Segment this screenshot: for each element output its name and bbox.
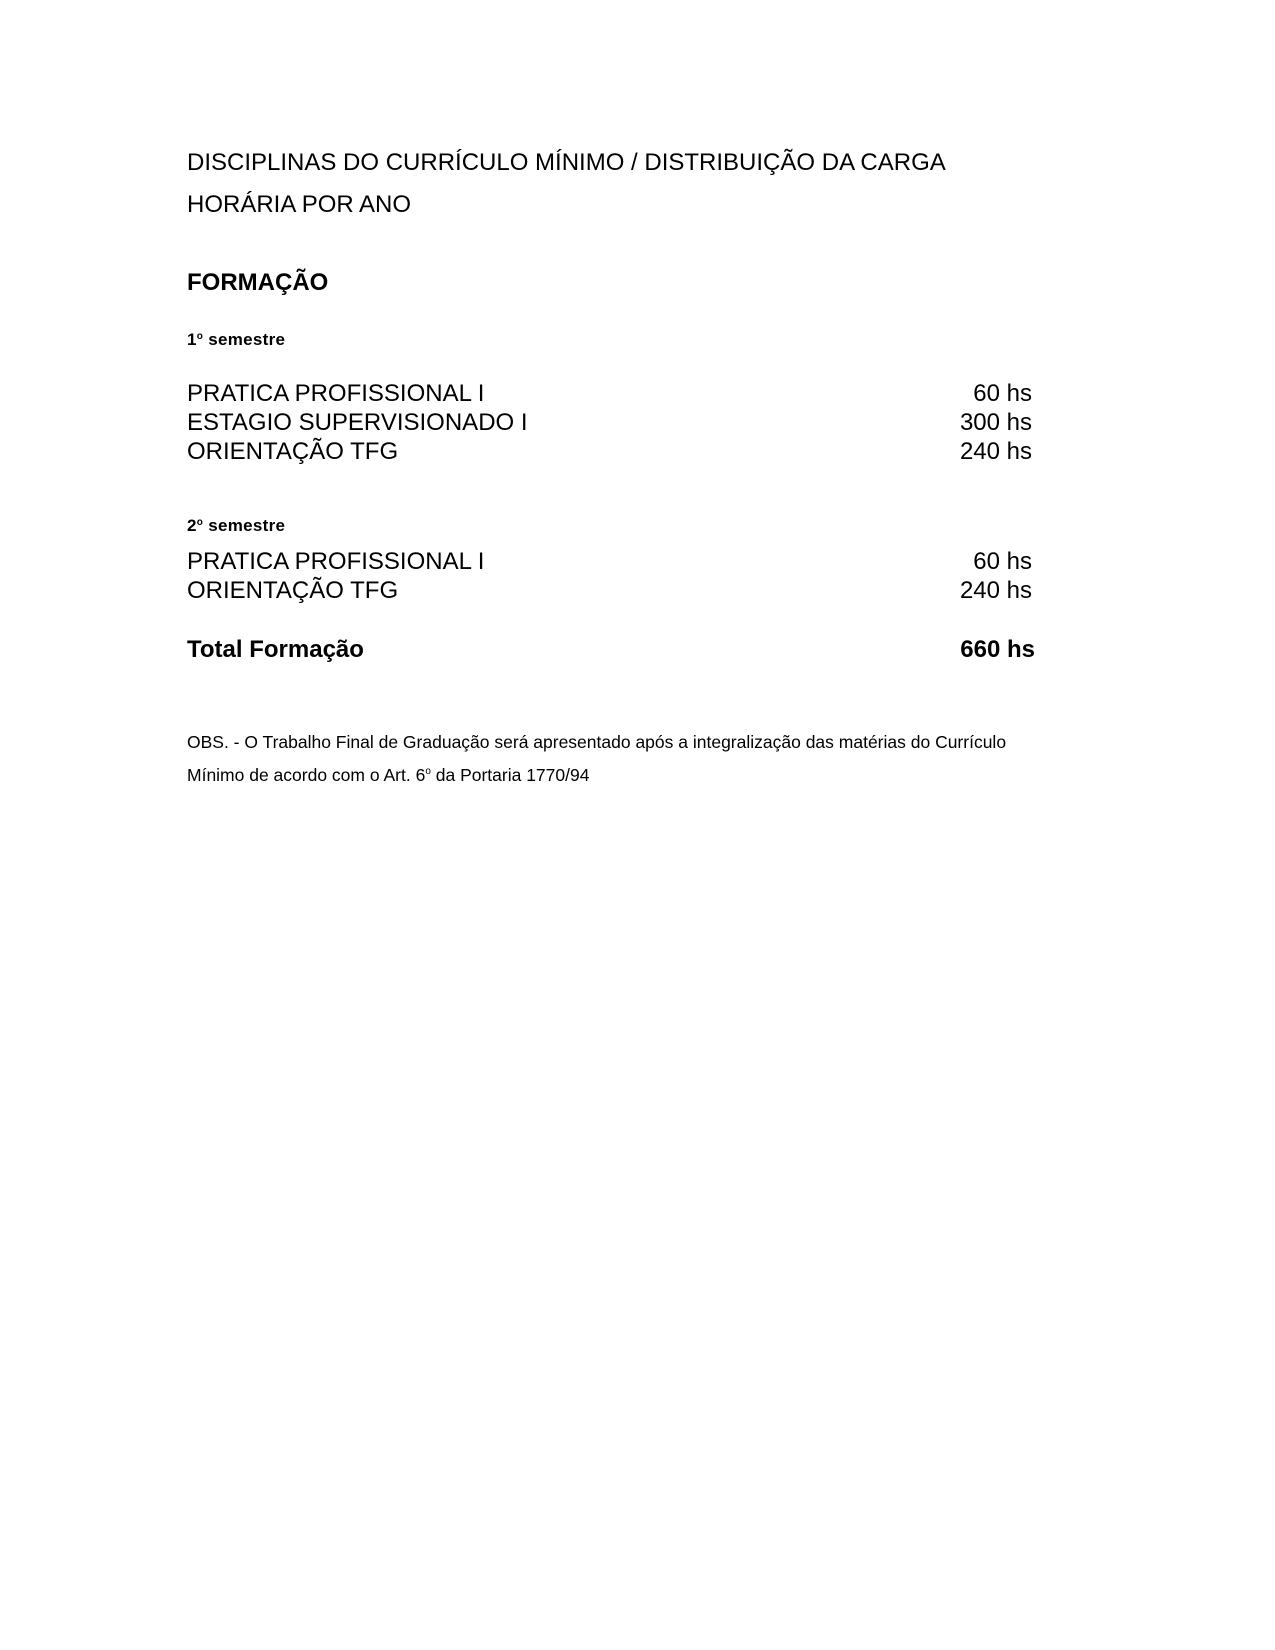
course-subject: ORIENTAÇÃO TFG — [187, 577, 399, 604]
course-subject: ESTAGIO SUPERVISIONADO I — [187, 409, 528, 436]
course-row — [187, 547, 1032, 576]
observation-note — [187, 728, 1087, 790]
section-heading: FORMAÇÃO — [187, 269, 329, 296]
semester-1-ordinal-mark: o — [196, 331, 204, 342]
observation-line-2 — [187, 757, 1087, 790]
course-hours: 300 hs — [959, 409, 1032, 436]
course-hours: 60 hs — [973, 548, 1032, 575]
course-row — [187, 576, 1032, 605]
semester-2-text: semestre — [208, 516, 286, 535]
semester-2-ordinal-mark: o — [196, 517, 204, 528]
semester-2-number: 2 — [187, 516, 197, 535]
observation-line-2-end: da Portaria 1770/94 — [430, 765, 590, 785]
semester-1-text: semestre — [208, 330, 286, 349]
semester-1-label — [187, 327, 285, 350]
document-title-line-2: HORÁRIA POR ANO — [187, 191, 412, 218]
course-subject: PRATICA PROFISSIONAL I — [187, 548, 485, 575]
total-hours: 660 hs — [960, 636, 1035, 663]
course-subject: PRATICA PROFISSIONAL I — [187, 380, 485, 407]
course-row — [187, 379, 1032, 408]
semester-2-label — [187, 513, 285, 536]
course-hours: 60 hs — [973, 380, 1032, 407]
document-title-line-1: DISCIPLINAS DO CURRÍCULO MÍNIMO / DISTRIBUIÇÃO DA CARGA — [187, 149, 946, 176]
observation-line-2-start: Mínimo de acordo com o Art. 6 — [187, 765, 426, 785]
semester-1-number: 1 — [187, 330, 197, 349]
course-hours: 240 hs — [959, 577, 1032, 604]
observation-line-1: OBS. - O Trabalho Final de Graduação será apresentado após a integralização das matérias do Currículo — [187, 732, 1007, 752]
course-hours: 240 hs — [959, 438, 1032, 465]
total-row — [187, 635, 1035, 664]
course-row — [187, 437, 1032, 466]
observation-ordinal-mark: o — [425, 766, 431, 777]
course-subject: ORIENTAÇÃO TFG — [187, 438, 399, 465]
total-label: Total Formação — [187, 636, 364, 663]
course-row — [187, 408, 1032, 437]
